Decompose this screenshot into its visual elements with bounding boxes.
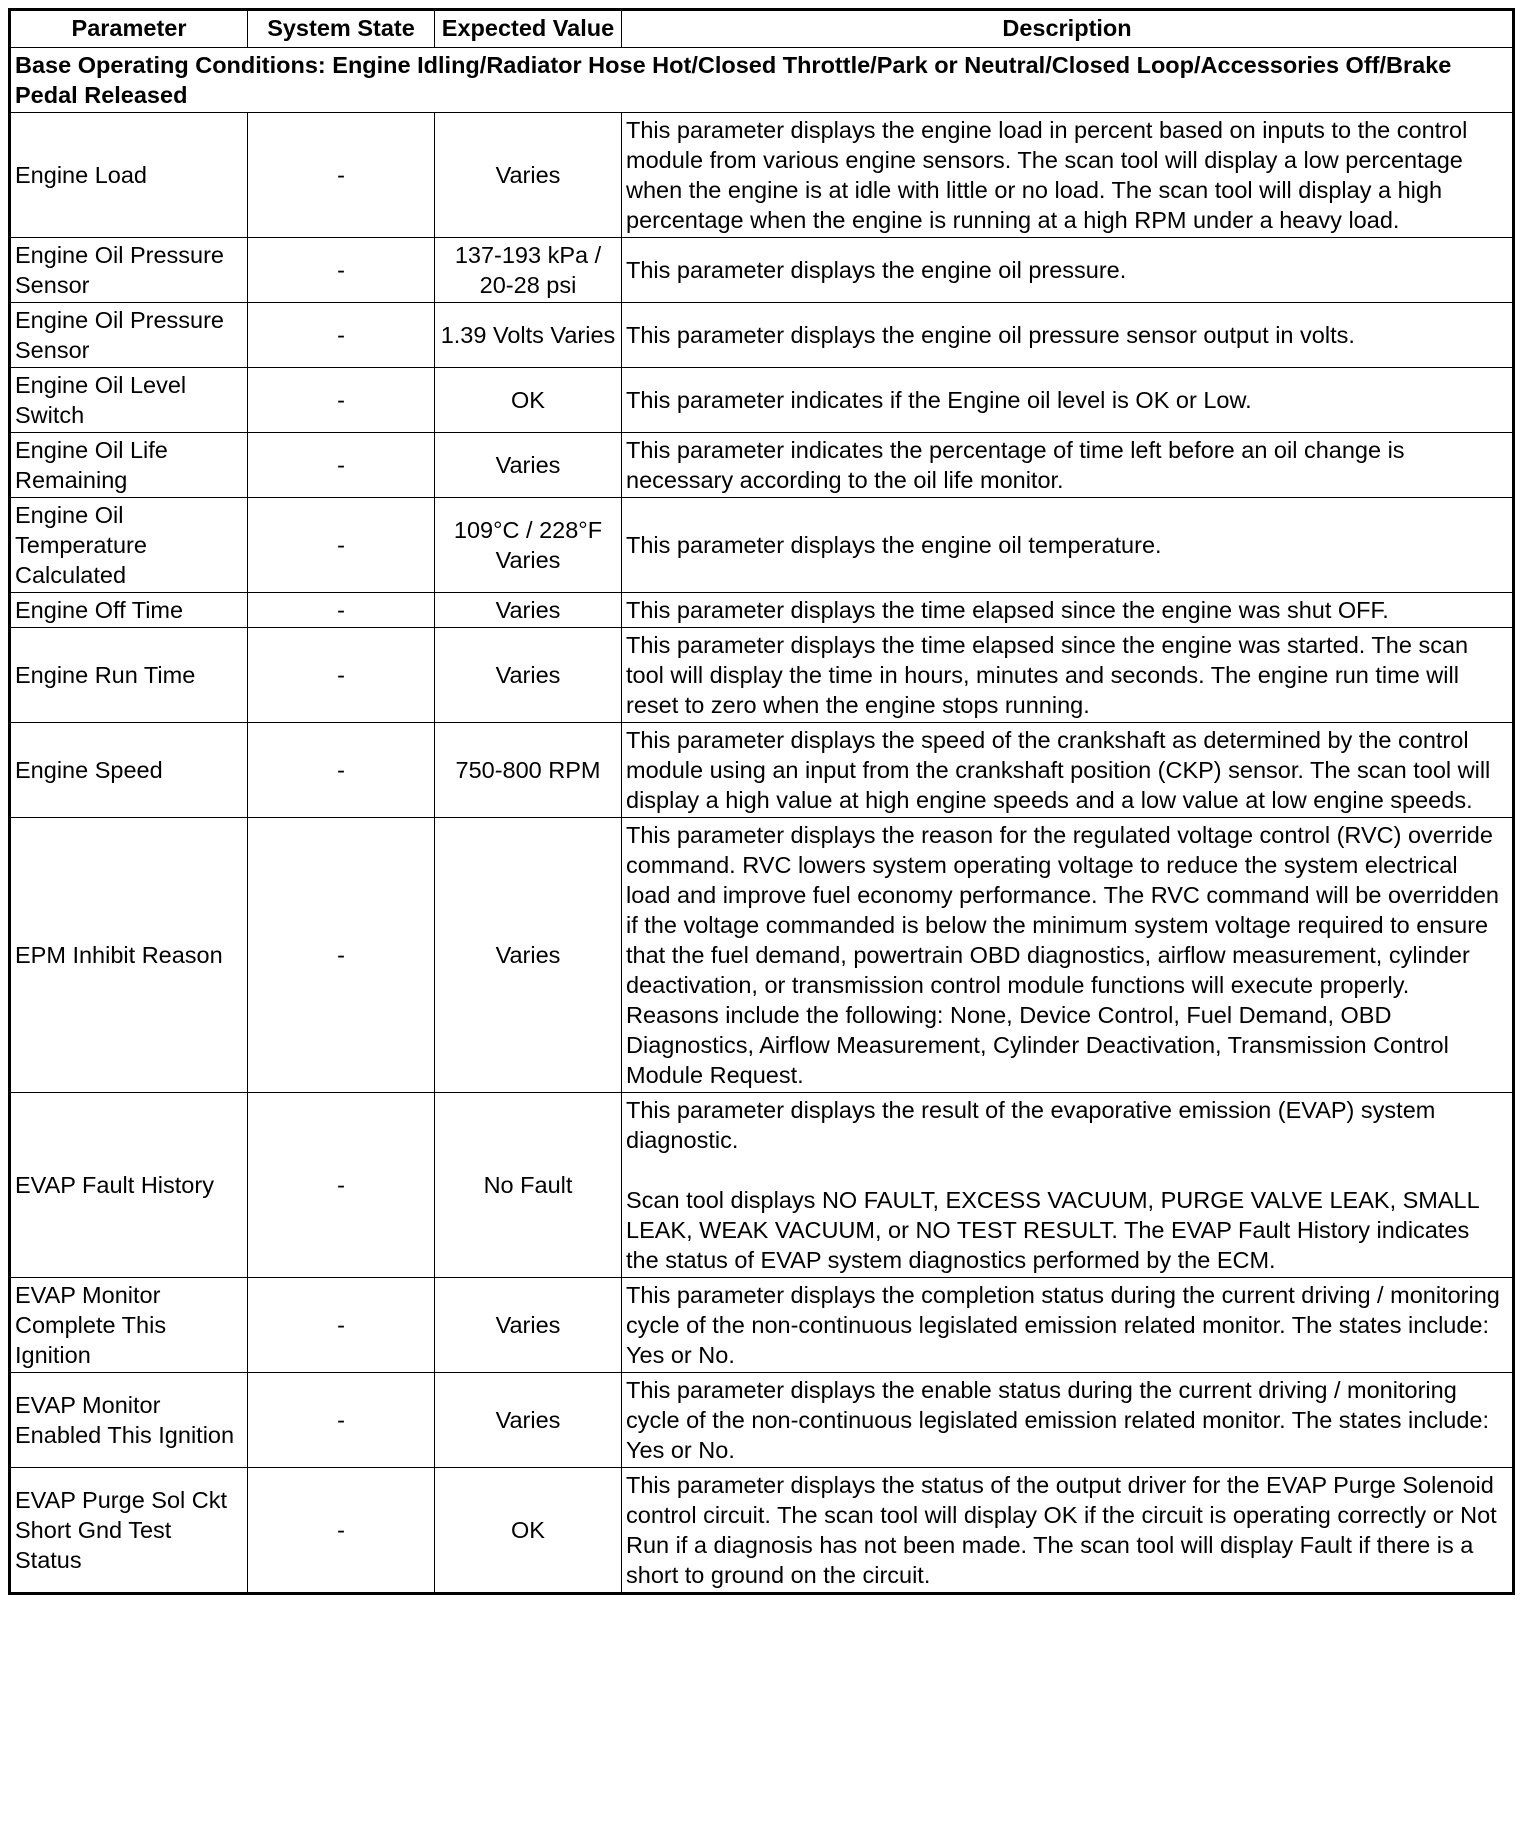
expected-value-cell: Varies	[435, 1278, 622, 1373]
description-cell	[622, 1373, 1514, 1468]
description-paragraph: This parameter displays the engine oil temperature.	[626, 532, 1162, 558]
expected-value-cell: Varies	[435, 593, 622, 628]
conditions-row	[10, 48, 1514, 113]
expected-value-cell: Varies	[435, 628, 622, 723]
header-row	[10, 10, 1514, 48]
description-cell	[622, 1468, 1514, 1594]
description-paragraph: This parameter displays the time elapsed since the engine was shut OFF.	[626, 597, 1389, 623]
expected-value-cell: OK	[435, 368, 622, 433]
description-cell	[622, 1093, 1514, 1278]
table-row	[10, 433, 1514, 498]
description-cell	[622, 1278, 1514, 1373]
parameter-cell: Engine Oil Level Switch	[10, 368, 248, 433]
table-row	[10, 1093, 1514, 1278]
description-paragraph: This parameter indicates the percentage of time left before an oil change is necessary according to the oil life monitor.	[626, 437, 1405, 493]
description-paragraph: This parameter indicates if the Engine oil level is OK or Low.	[626, 387, 1252, 413]
expected-value-cell: 137-193 kPa / 20-28 psi	[435, 238, 622, 303]
description-paragraph: This parameter displays the reason for the regulated voltage control (RVC) override command. RVC lowers system operating voltage to reduce the system electrical load and improve fuel economy performance. The RVC command will be overridden if the voltage commanded is below the minimum system voltage required to ensure that the fuel demand, powertrain OBD diagnostics, airflow measurement, cylinder deactivation, or transmission control module functions will execute properly. Reasons include the following: None, Device Control, Fuel Demand, OBD Diagnostics, Airflow Measurement, Cylinder Deactivation, Transmission Control Module Request.	[626, 822, 1499, 1088]
expected-value-cell: Varies	[435, 433, 622, 498]
parameter-cell: Engine Speed	[10, 723, 248, 818]
system-state-cell: -	[248, 1093, 435, 1278]
description-paragraph: This parameter displays the status of the output driver for the EVAP Purge Solenoid control circuit. The scan tool will display OK if the circuit is operating correctly or Not Run if a diagnosis has not been made. The scan tool will display Fault if there is a short to ground on the circuit.	[626, 1472, 1497, 1588]
system-state-cell: -	[248, 723, 435, 818]
description-cell	[622, 433, 1514, 498]
description-cell	[622, 238, 1514, 303]
expected-value-cell: Varies	[435, 1373, 622, 1468]
description-cell	[622, 303, 1514, 368]
parameter-cell: Engine Oil Pressure Sensor	[10, 303, 248, 368]
description-paragraph: This parameter displays the enable status during the current driving / monitoring cycle of the non-continuous legislated emission related monitor. The states include: Yes or No.	[626, 1377, 1490, 1463]
table-row	[10, 818, 1514, 1093]
system-state-cell: -	[248, 593, 435, 628]
description-paragraph: This parameter displays the engine oil pressure sensor output in volts.	[626, 322, 1355, 348]
system-state-cell: -	[248, 368, 435, 433]
description-paragraph: This parameter displays the result of the evaporative emission (EVAP) system diagnostic.	[626, 1097, 1436, 1153]
table-body	[10, 48, 1514, 1594]
description-cell	[622, 723, 1514, 818]
expected-value-cell: 109°C / 228°F Varies	[435, 498, 622, 593]
system-state-cell: -	[248, 818, 435, 1093]
description-cell	[622, 628, 1514, 723]
table-row	[10, 368, 1514, 433]
header-system-state: System State	[248, 10, 435, 48]
base-operating-conditions: Base Operating Conditions: Engine Idling/Radiator Hose Hot/Closed Throttle/Park or Neutral/Closed Loop/Accessories Off/Brake Pedal Released	[10, 48, 1514, 113]
system-state-cell: -	[248, 498, 435, 593]
parameter-cell: EVAP Purge Sol Ckt Short Gnd Test Status	[10, 1468, 248, 1594]
parameter-cell: EVAP Fault History	[10, 1093, 248, 1278]
expected-value-cell: No Fault	[435, 1093, 622, 1278]
system-state-cell: -	[248, 433, 435, 498]
table-row	[10, 498, 1514, 593]
table-row	[10, 113, 1514, 238]
description-cell	[622, 593, 1514, 628]
parameter-cell: EPM Inhibit Reason	[10, 818, 248, 1093]
table-row	[10, 303, 1514, 368]
expected-value-cell: 1.39 Volts Varies	[435, 303, 622, 368]
table-row	[10, 628, 1514, 723]
description-paragraph: Scan tool displays NO FAULT, EXCESS VACUUM, PURGE VALVE LEAK, SMALL LEAK, WEAK VACUUM, or NO TEST RESULT. The EVAP Fault History indicates the status of EVAP system diagnostics performed by the ECM.	[626, 1187, 1479, 1273]
table-row	[10, 723, 1514, 818]
parameter-cell: EVAP Monitor Enabled This Ignition	[10, 1373, 248, 1468]
table-row	[10, 238, 1514, 303]
description-cell	[622, 818, 1514, 1093]
table-row	[10, 1278, 1514, 1373]
table-row	[10, 593, 1514, 628]
header-parameter: Parameter	[10, 10, 248, 48]
expected-value-cell: Varies	[435, 113, 622, 238]
parameter-table	[8, 8, 1515, 1595]
description-cell	[622, 498, 1514, 593]
description-paragraph: This parameter displays the completion status during the current driving / monitoring cycle of the non-continuous legislated emission related monitor. The states include: Yes or No.	[626, 1282, 1500, 1368]
system-state-cell: -	[248, 1373, 435, 1468]
system-state-cell: -	[248, 303, 435, 368]
parameter-cell: Engine Oil Pressure Sensor	[10, 238, 248, 303]
parameter-cell: Engine Off Time	[10, 593, 248, 628]
table-row	[10, 1468, 1514, 1594]
parameter-cell: Engine Run Time	[10, 628, 248, 723]
system-state-cell: -	[248, 1468, 435, 1594]
expected-value-cell: OK	[435, 1468, 622, 1594]
description-cell	[622, 368, 1514, 433]
parameter-cell: Engine Load	[10, 113, 248, 238]
system-state-cell: -	[248, 628, 435, 723]
parameter-cell: Engine Oil Temperature Calculated	[10, 498, 248, 593]
header-description: Description	[622, 10, 1514, 48]
description-paragraph: This parameter displays the engine load in percent based on inputs to the control module from various engine sensors. The scan tool will display a low percentage when the engine is at idle with little or no load. The scan tool will display a high percentage when the engine is running at a high RPM under a heavy load.	[626, 117, 1468, 233]
system-state-cell: -	[248, 113, 435, 238]
description-paragraph: This parameter displays the engine oil pressure.	[626, 257, 1127, 283]
table-row	[10, 1373, 1514, 1468]
description-cell	[622, 113, 1514, 238]
parameter-cell: EVAP Monitor Complete This Ignition	[10, 1278, 248, 1373]
system-state-cell: -	[248, 238, 435, 303]
description-paragraph: This parameter displays the speed of the crankshaft as determined by the control module using an input from the crankshaft position (CKP) sensor. The scan tool will display a high value at high engine speeds and a low value at low engine speeds.	[626, 727, 1491, 813]
expected-value-cell: Varies	[435, 818, 622, 1093]
system-state-cell: -	[248, 1278, 435, 1373]
parameter-cell: Engine Oil Life Remaining	[10, 433, 248, 498]
description-paragraph: This parameter displays the time elapsed since the engine was started. The scan tool will display the time in hours, minutes and seconds. The engine run time will reset to zero when the engine stops running.	[626, 632, 1469, 718]
expected-value-cell: 750-800 RPM	[435, 723, 622, 818]
header-expected-value: Expected Value	[435, 10, 622, 48]
